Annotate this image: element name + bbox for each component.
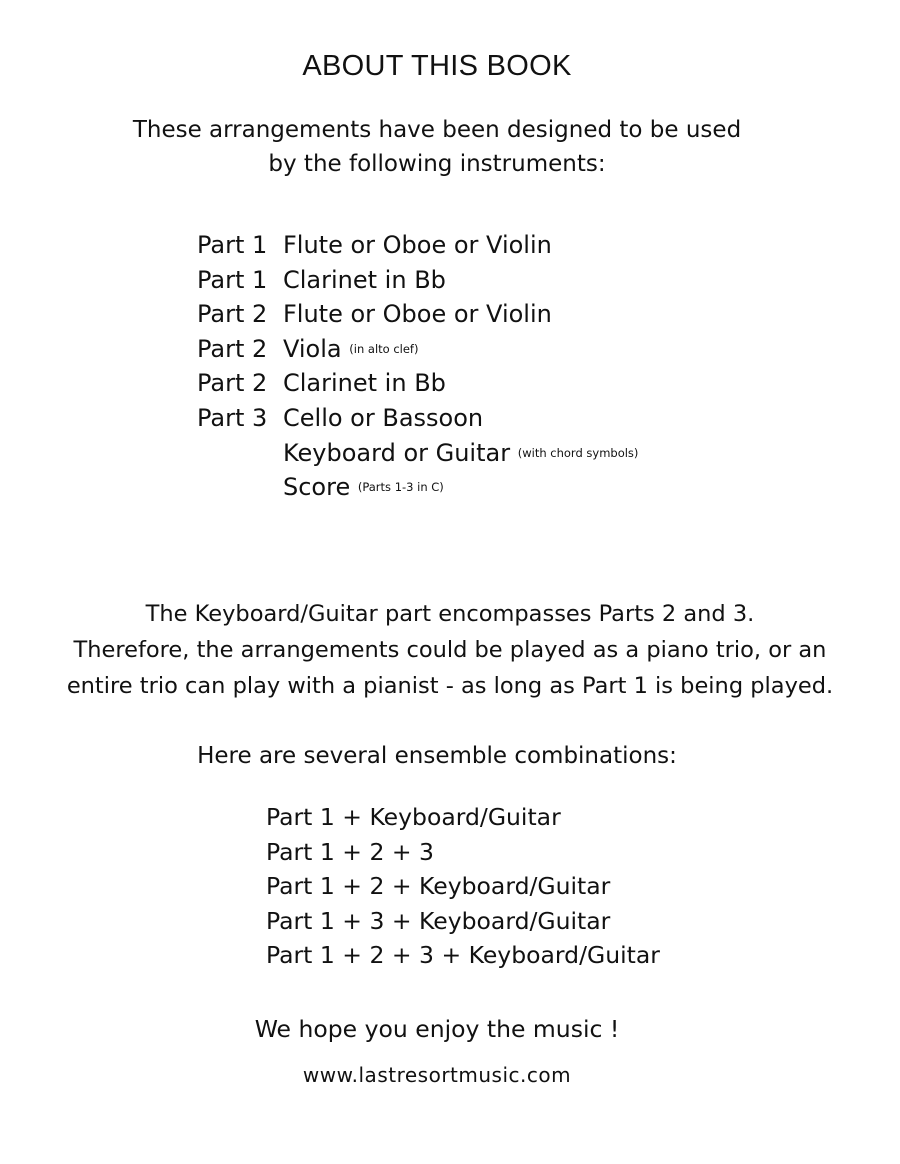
explanation-paragraph bbox=[0, 596, 900, 704]
instrument-row bbox=[197, 228, 638, 263]
intro-paragraph bbox=[0, 113, 874, 181]
instrument-row bbox=[197, 436, 638, 471]
instrument-row bbox=[197, 297, 638, 332]
instrument-name: Keyboard or Guitar bbox=[283, 438, 511, 467]
part-label: Part 2 bbox=[197, 369, 268, 398]
intro-line: by the following instruments: bbox=[268, 151, 606, 177]
part-label: Part 3 bbox=[197, 403, 268, 432]
part-label: Part 1 bbox=[197, 231, 268, 259]
instrument-note: (Parts 1-3 in C) bbox=[357, 480, 444, 495]
part-label: Part 1 bbox=[197, 265, 268, 294]
combinations-heading: Here are several ensemble combinations: bbox=[197, 743, 677, 769]
instrument-row bbox=[197, 332, 638, 367]
combination-item: Part 1 + 2 + Keyboard/Guitar bbox=[266, 872, 611, 901]
intro-line: These arrangements have been designed to be used bbox=[132, 117, 742, 143]
part-label: Part 2 bbox=[197, 300, 268, 329]
instrument-name: Flute or Oboe or Violin bbox=[283, 300, 552, 329]
instrument-name: Cello or Bassoon bbox=[283, 403, 484, 432]
part-label bbox=[197, 436, 283, 471]
instrument-note: (with chord symbols) bbox=[517, 445, 639, 460]
instrument-name: Flute or Oboe or Violin bbox=[283, 231, 552, 259]
instrument-name: Clarinet in Bb bbox=[283, 265, 446, 294]
instrument-name: Score bbox=[283, 473, 351, 502]
explanation-line: Therefore, the arrangements could be played as a piano trio, or an bbox=[73, 637, 827, 663]
combination-item: Part 1 + 3 + Keyboard/Guitar bbox=[266, 906, 611, 935]
instrument-row bbox=[197, 263, 638, 298]
combinations-list bbox=[266, 800, 660, 973]
explanation-line: The Keyboard/Guitar part encompasses Parts 2 and 3. bbox=[145, 601, 755, 627]
combination-item: Part 1 + 2 + 3 bbox=[266, 837, 434, 866]
part-label: Part 2 bbox=[197, 334, 268, 363]
closing-message: We hope you enjoy the music ! bbox=[254, 1015, 620, 1043]
combination-item: Part 1 + Keyboard/Guitar bbox=[266, 803, 561, 831]
website-url: www.lastresortmusic.com bbox=[302, 1063, 572, 1087]
page-title: ABOUT THIS BOOK bbox=[302, 50, 572, 82]
instrument-row bbox=[197, 366, 638, 401]
instrument-note: (in alto clef) bbox=[349, 341, 419, 356]
instrument-list bbox=[197, 228, 638, 505]
instrument-name: Viola bbox=[283, 334, 342, 363]
explanation-line: entire trio can play with a pianist - as long as Part 1 is being played. bbox=[66, 673, 834, 699]
instrument-name: Clarinet in Bb bbox=[283, 369, 446, 398]
instrument-row bbox=[197, 401, 638, 436]
part-label bbox=[197, 470, 283, 505]
combination-item: Part 1 + 2 + 3 + Keyboard/Guitar bbox=[266, 941, 660, 970]
instrument-row bbox=[197, 470, 638, 505]
